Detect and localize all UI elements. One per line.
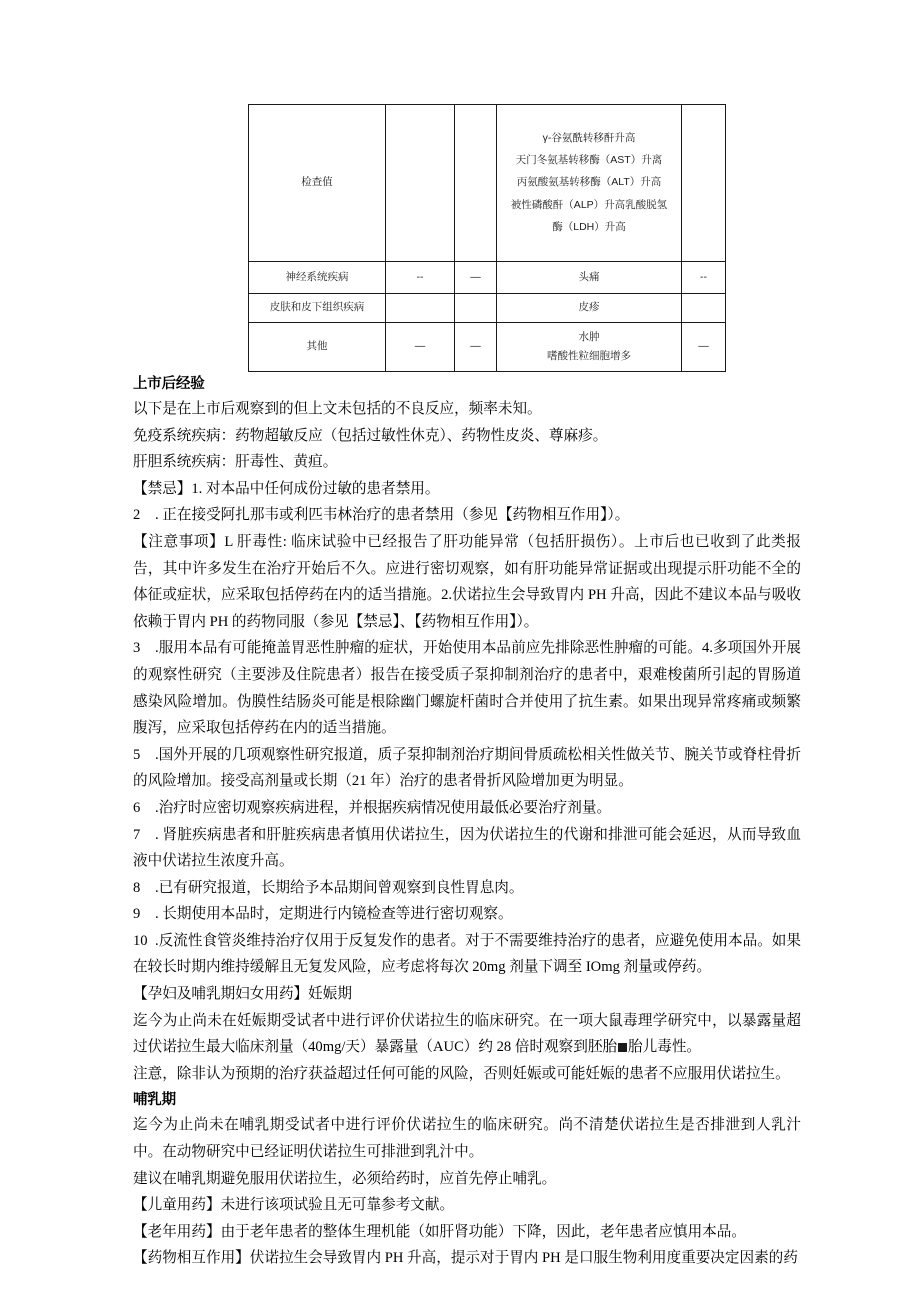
list-number: 3	[133, 640, 141, 657]
reaction-line: 嗜酸性粒细胞增多	[547, 349, 631, 362]
list-text: .反流性食管炎维持治疗仅用于反复发作的患者。对于不需要维持治疗的患者，应避免使用本品。如果在较长时期内维持缓解且无复发风险，应考虑将每次 20mg 剂量下调至 IOmg 剂量或停药。	[133, 932, 801, 976]
table-cell-freq-b: —	[455, 262, 497, 294]
list-text: .已有研究报道，长期给予本品期间曾观察到良性胃息肉。	[155, 879, 524, 896]
list-number: 8	[133, 879, 141, 896]
reaction-line: 天门冬氨基转移酶（AST）升离	[515, 154, 663, 167]
reaction-line: γ-谷氨酰转移酐升高	[542, 132, 636, 145]
paragraph-pediatric-use: 【儿童用药】未进行该项试验且无可靠参考文献。	[133, 1197, 455, 1214]
table-cell-freq-a	[386, 294, 455, 323]
paragraph-intro: 以下是在上市后观察到的但上文未包括的不良反应，频率未知。	[133, 401, 542, 418]
list-text: . 肾脏疾病患者和肝脏疾病患者慎用伏诺拉生，因为伏诺拉生的代谢和排泄可能会延迟，从而导致血液中伏诺拉生浓度升高。	[133, 826, 801, 870]
paragraph-immune-disorders: 免疫系统疾病：药物超敏反应（包括过敏性休克）、药物性皮炎、尊麻疹。	[133, 427, 608, 444]
reaction-line: 丙氨酸氨基转移酶（ALT）升高	[516, 176, 662, 189]
table-cell-freq-b: —	[455, 323, 497, 372]
paragraph-pregnancy-2: 注意，除非认为预期的治疗获益超过任何可能的风险，否则妊娠或可能妊娠的患者不应服用伏诺拉生。	[133, 1065, 790, 1082]
list-number: 5	[133, 746, 141, 763]
paragraph-geriatric-use: 【老年用药】由于老年患者的整体生理机能（如肝肾功能）下降，因此，老年患者应慎用本品。	[133, 1223, 746, 1240]
paragraph-precaution-6	[133, 795, 801, 822]
list-text: . 正在接受阿扎那韦或利匹韦林治疗的患者禁用（参见【药物相互作用】）。	[155, 507, 630, 524]
paragraph-precaution-3	[133, 635, 801, 741]
paragraph-contraindication-2	[133, 502, 801, 529]
table-cell-reaction	[497, 323, 682, 372]
table-cell-freq-a: —	[386, 323, 455, 372]
paragraph-lactation-1: 迄今为止尚未在哺乳期受试者中进行评价伏诺拉生的临床研究。尚不清楚伏诺拉生是否排泄到人乳汁中。在动物研究中已经证明伏诺拉生可排泄到乳汁中。	[133, 1117, 801, 1161]
list-number: 7	[133, 826, 141, 843]
reaction-line: 被性磷酸酐（ALP）升高乳酸脱氢	[510, 198, 668, 211]
paragraph-precaution-1: 【注意事项】L 肝毒性: 临床试验中已经报告了肝功能异常（包括肝损伤）。上市后也已收到了此类报告，其中许多发生在治疗开始后不久。应进行密切观察，如有肝功能异常证据或出现提示肝功能不全的体征或症状，应采取包括停药在内的适当措施。2.伏诺拉生会导致胃内 PH 升高，因此不建议本品与吸收依赖于胃内 PH 的药物同服（参见【禁忌】、【药物相互作用】）。	[133, 533, 801, 630]
table-cell-freq-c: —	[682, 323, 726, 372]
paragraph-precaution-5	[133, 742, 801, 795]
section-heading-post-marketing: 上市后经验	[133, 376, 205, 392]
paragraph-precaution-8	[133, 875, 801, 902]
table-cell-reaction: 皮疹	[497, 294, 682, 323]
list-number: 10	[133, 932, 148, 949]
table-cell-freq-a: --	[386, 262, 455, 294]
table-row	[249, 294, 726, 323]
paragraph-pregnancy-1	[133, 1008, 801, 1061]
list-text: .国外开展的几项观察性研究报道，质子泵抑制剂治疗期间骨质疏松相关性做关节、腕关节或脊柱骨折的风险增加。接受高剂量或长期（21 年）治疗的患者骨折风险增加更为明显。	[133, 746, 801, 790]
table-cell-freq-c: --	[682, 262, 726, 294]
table-row	[249, 105, 726, 262]
pregnancy-text-a: 迄今为止尚未在妊娠期受试者中进行评价伏诺拉生的临床研究。在一项大鼠毒理学研究中，以暴露量超过伏诺拉生最大临床剂量（40mg/天）暴露量（AUC）约 28 倍时观察到胚胎	[133, 1012, 801, 1056]
table-cell-reaction	[497, 105, 682, 262]
table-cell-category: 神经系统疾病	[249, 262, 386, 294]
table-row	[249, 262, 726, 294]
list-text: . 长期使用本品时，定期进行内镜检查等进行密切观察。	[155, 906, 513, 923]
redaction-block-icon	[618, 1043, 627, 1052]
adverse-reaction-table-wrapper	[248, 104, 709, 372]
table-cell-freq-b	[455, 294, 497, 323]
table-cell-category: 其他	[249, 323, 386, 372]
table-row	[249, 323, 726, 372]
table-cell-freq-c	[682, 294, 726, 323]
table-cell-category: 检查值	[249, 105, 386, 262]
list-text: .治疗时应密切观察疾病进程，并根据疾病情况使用最低必要治疗剂量。	[155, 799, 612, 816]
reaction-line: 水肿	[578, 331, 600, 344]
reaction-line: 酶（LDH）升高	[552, 220, 626, 233]
list-number: 9	[133, 906, 141, 923]
list-number: 2	[133, 507, 141, 524]
pregnancy-text-b: 胎儿毒性。	[628, 1039, 702, 1056]
adverse-reaction-table	[248, 104, 726, 372]
document-body	[133, 374, 801, 1272]
paragraph-precaution-9	[133, 901, 801, 928]
list-number: 6	[133, 799, 141, 816]
list-text: .服用本品有可能掩盖胃恶性肿瘤的症状，开始使用本品前应先排除恶性肿瘤的可能。4.多项国外开展的观察性研究（主要涉及住院患者）报告在接受质子泵抑制剂治疗的患者中，艰难梭菌所引起的胃肠道感染风险增加。伪膜性结肠炎可能是根除幽门螺旋杆菌时合并使用了抗生素。如果出现异常疼痛或频繁腹泻，应采取包括停药在内的适当措施。	[133, 640, 801, 737]
paragraph-precaution-7	[133, 822, 801, 875]
paragraph-hepatobiliary-disorders: 肝胆系统疾病：肝毒性、黄疸。	[133, 454, 338, 471]
table-cell-freq-a	[386, 105, 455, 262]
table-cell-reaction: 头痛	[497, 262, 682, 294]
section-heading-lactation: 哺乳期	[133, 1092, 176, 1109]
paragraph-precaution-10	[133, 928, 801, 981]
paragraph-drug-interaction: 【药物相互作用】伏诺拉生会导致胃内 PH 升高，提示对于胃内 PH 是口服生物利用度重要决定因素的药	[133, 1250, 798, 1267]
table-cell-freq-c	[682, 105, 726, 262]
table-cell-freq-b	[455, 105, 497, 262]
paragraph-pregnancy-heading: 【孕妇及哺乳期妇女用药】妊娠期	[133, 986, 352, 1003]
table-cell-category: 皮肤和皮下组织疾病	[249, 294, 386, 323]
paragraph-contraindication-1: 【禁忌】1. 对本品中任何成份过敏的患者禁用。	[133, 480, 440, 497]
paragraph-lactation-2: 建议在哺乳期避免服用伏诺拉生，必须给药时，应首先停止哺乳。	[133, 1170, 557, 1187]
